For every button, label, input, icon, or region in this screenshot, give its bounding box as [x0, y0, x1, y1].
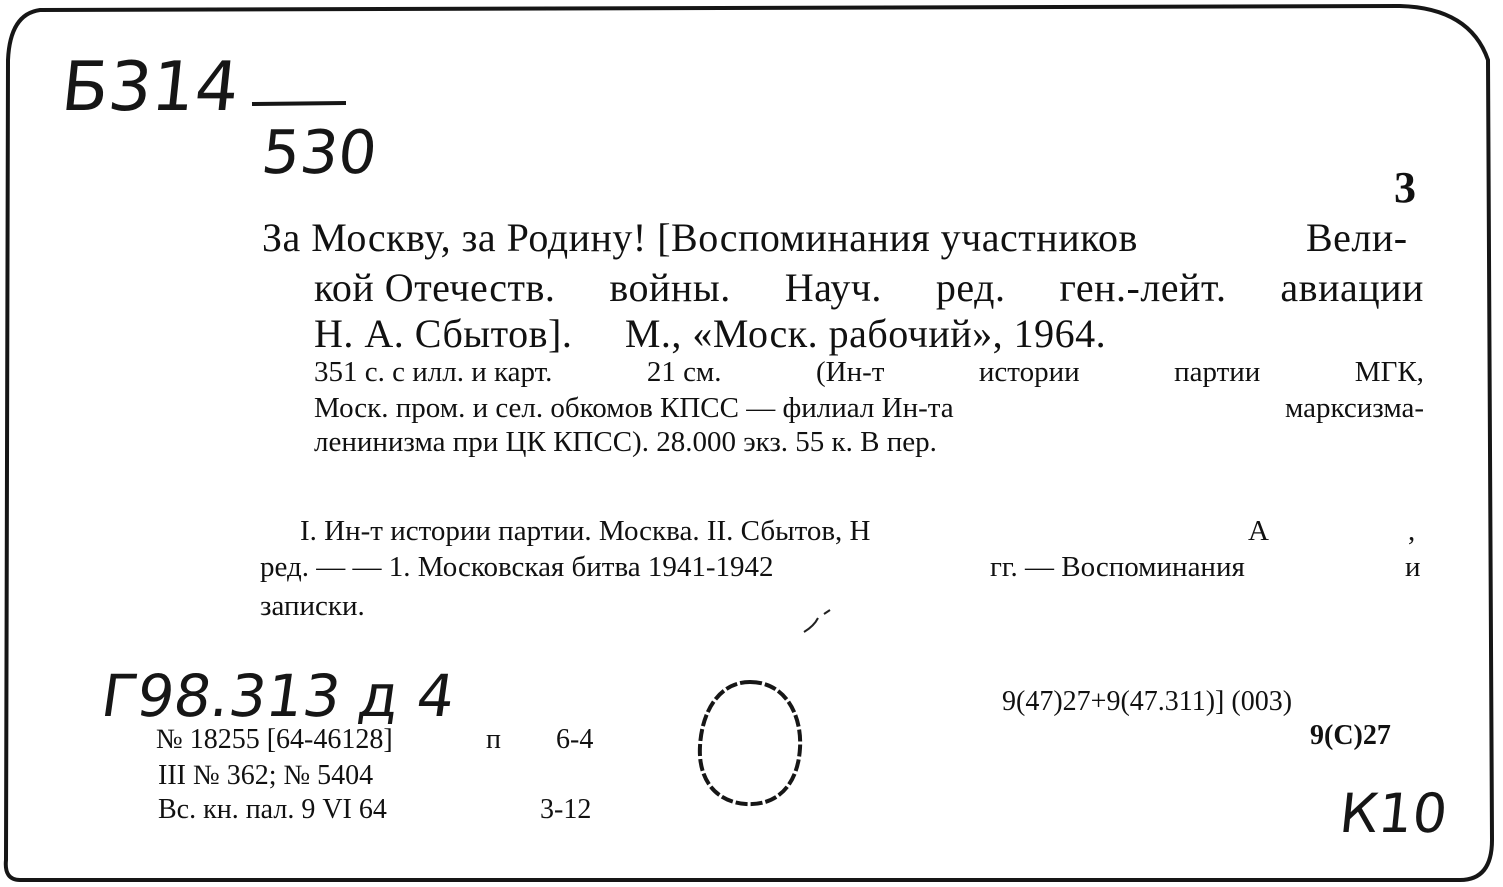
- description-part: марксизма-: [1284, 392, 1424, 424]
- title-word: войны.: [609, 265, 731, 310]
- imprint-line-1a: № 18255 [64-46128]: [156, 724, 393, 755]
- tracing-line-1a: I. Ин-т истории партии. Москва. II. Сбытов, Н: [300, 515, 871, 547]
- title-line-1b: Вели-: [1306, 215, 1408, 260]
- handwritten-shelf-mark: Г98.313 д 4: [97, 662, 459, 730]
- imprint-line-3b: 3-12: [540, 794, 592, 825]
- tracing-line-2a: ред. — — 1. Московская битва 1941-1942: [260, 551, 774, 583]
- imprint-line-3a: Вс. кн. пал. 9 VI 64: [158, 794, 387, 825]
- handwritten-code-top: Б314: [57, 48, 243, 127]
- title-line-1a: За Москву, за Родину! [Воспоминания участников: [262, 215, 1138, 260]
- bbk-code: 9(С)27: [1310, 720, 1391, 751]
- tracing-line-3: записки.: [260, 590, 365, 622]
- description-part: Моск. пром. и сел. обкомов КПСС — филиал Ин-та: [314, 392, 954, 424]
- title-line-2: [314, 264, 1424, 311]
- imprint-line-1c: 6-4: [556, 724, 594, 755]
- description-part: (Ин-т: [816, 356, 885, 388]
- handwritten-mark-right: К10: [1336, 782, 1451, 845]
- hole-punch: [690, 676, 810, 812]
- tracing-line-2b: гг. — Воспоминания: [990, 551, 1245, 583]
- handwritten-code-bottom: 530: [258, 118, 381, 188]
- title-word: ген.-лейт.: [1059, 265, 1227, 310]
- description-line-1: [314, 356, 1424, 389]
- tracing-line-1b: А: [1248, 515, 1269, 547]
- description-line-2: [314, 392, 1424, 425]
- tracing-line-2c: и: [1405, 551, 1421, 583]
- imprint-line-1b: п: [486, 724, 501, 755]
- title-word: ред.: [935, 265, 1006, 310]
- pen-mark: [800, 606, 836, 636]
- tracing-line-1c: ,: [1408, 515, 1416, 547]
- description-part: МГК,: [1354, 356, 1424, 388]
- description-part: 21 см.: [646, 356, 722, 388]
- fraction-line: [250, 100, 350, 108]
- udc-code: 9(47)27+9(47.311)] (003): [1002, 686, 1293, 717]
- description-part: истории: [978, 356, 1080, 388]
- imprint-line-2: III № 362; № 5404: [158, 760, 374, 791]
- description-part: партии: [1174, 356, 1261, 388]
- title-line-3: Н. А. Сбытов]. М., «Моск. рабочий», 1964.: [314, 311, 1107, 356]
- description-line-3: ленинизма при ЦК КПСС). 28.000 экз. 55 к. В пер.: [314, 426, 937, 458]
- card-number: 3: [1394, 163, 1416, 212]
- title-word: авиации: [1280, 265, 1424, 310]
- title-word: Науч.: [784, 265, 882, 310]
- description-part: 351 с. с илл. и карт.: [314, 356, 553, 388]
- title-word: кой Отечеств.: [314, 265, 556, 310]
